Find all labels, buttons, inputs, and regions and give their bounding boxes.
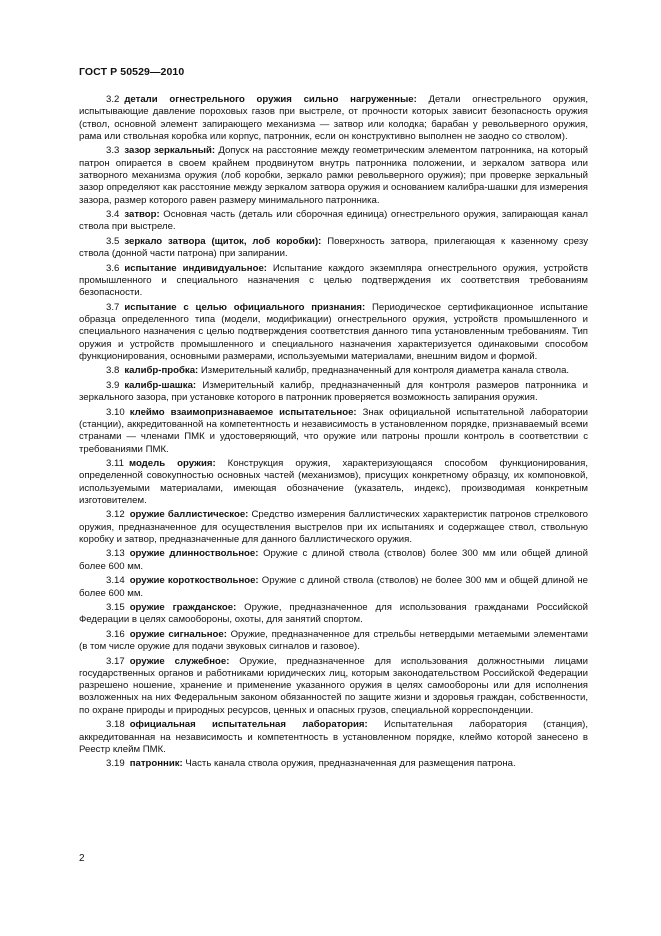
definition-paragraph [79, 236, 588, 261]
definition-paragraph [79, 263, 588, 300]
defined-term: официальная испытательная лаборатория: [129, 719, 368, 731]
defined-term: патронник: [129, 758, 183, 770]
clause-number: 3.6 [106, 262, 120, 274]
definition-paragraph [79, 548, 588, 573]
definition-text: Конструкция оружия, характеризующаяся способом функционирования, определенной совокупностью основных частей (механизмов), присущих конкретному образцу, их компоновкой, используемыми материалами, имеющая обозначение (указатель, индекс), производимая конкретным изготовителем. [79, 458, 588, 506]
defined-term: испытание с целью официального признания: [124, 301, 366, 313]
definition-text: Детали огнестрельного оружия, испытывающие давление пороховых газов при выстреле, от прочности которых зависит безопасность оружия (ствол, основной элемент запирающего механизма — затвор или колодка; барабан у револьверного оружия, рама или ствольная коробка или корпус, патронник, если он конструктивно выполнен не заодно со стволом). [79, 94, 588, 142]
definition-text: Часть канала ствола оружия, предназначенная для размещения патрона. [182, 758, 516, 770]
clause-number: 3.4 [106, 209, 120, 221]
definitions-list [79, 94, 588, 773]
defined-term: затвор: [124, 209, 160, 221]
clause-number: 3.7 [106, 301, 120, 313]
definition-paragraph [79, 380, 588, 405]
definition-paragraph [79, 509, 588, 546]
definition-text: Измерительный калибр, предназначенный для контроля размеров патронника и зеркального зазора, при установке которого в патронник проверяется возможность запирания оружия. [79, 379, 588, 404]
defined-term: оружие короткоствольное: [129, 575, 259, 587]
definition-text: Оружие с длиной ствола (стволов) не более 300 мм и общей длиной не более 600 мм. [79, 575, 589, 599]
defined-term: оружие длинноствольное: [129, 548, 259, 560]
definition-paragraph [79, 656, 588, 717]
clause-number: 3.19 [106, 758, 125, 770]
definition-text: Знак официальной испытательной лаборатории (станции), аккредитованной на компетентность и независимость в установленном порядке, признаваемый всеми странами — членами ПМК и удостоверяющий, что оружие или патроны прошли контроль в соответствии с требованиями ПМК. [79, 406, 588, 455]
standard-header: ГОСТ Р 50529—2010 [79, 66, 185, 78]
defined-term: зеркало затвора (щиток, лоб коробки): [124, 235, 322, 247]
defined-term: клеймо взаимопризнаваемое испытательное: [129, 406, 357, 418]
definition-paragraph [79, 407, 588, 456]
definition-text: Оружие с длиной ствола (стволов) более 300 мм или общей длиной более 600 мм. [79, 548, 588, 572]
clause-number: 3.5 [106, 235, 120, 247]
definition-text: Допуск на расстояние между геометрическим элементом патронника, на который патрон опирается в своем крайнем продвинутом внутрь патронника положении, и зеркалом затвора или затворного механизма оружия (лоб коробки, зеркало рамки револьверного оружия); при проверке зеркальный зазор определяют как расстояние между зеркалом затвора оружия и основанием калибра-шашки для измерения зазора, размер которого равен размеру минимального патронника. [79, 145, 588, 206]
definition-paragraph [79, 575, 588, 600]
clause-number: 3.15 [106, 602, 125, 614]
definition-text: Оружие, предназначенное для использования гражданами Российской Федерации в целях самообороны, охоты, для занятий спортом. [79, 602, 588, 626]
defined-term: калибр-пробка: [124, 365, 199, 377]
defined-term: оружие сигнальное: [129, 628, 227, 640]
clause-number: 3.14 [106, 575, 125, 587]
clause-number: 3.17 [106, 655, 125, 667]
definition-paragraph [79, 758, 588, 770]
definition-text: Испытание каждого экземпляра огнестрельного оружия, устройств промышленного и специального назначения с целью подтверждения их соответствия требованиям безопасности. [79, 262, 588, 299]
defined-term: испытание индивидуальное: [124, 262, 267, 274]
definition-text: Основная часть (деталь или сборочная единица) огнестрельного оружия, запирающая канал ствола при выстреле. [79, 209, 588, 233]
clause-number: 3.12 [106, 509, 125, 521]
definition-text: Измерительный калибр, предназначенный для контроля диаметра канала ствола. [198, 365, 570, 377]
clause-number: 3.11 [106, 458, 124, 469]
clause-number: 3.8 [106, 365, 120, 377]
definition-text: Оружие, предназначенное для стрельбы нетвердыми метаемыми элементами (в том числе оружие для подачи звуковых сигналов и газовое). [79, 628, 588, 653]
defined-term: оружие баллистическое: [129, 509, 249, 521]
definition-text: Испытательная лаборатория (станция), аккредитованная на независимость и компетентность в установленном порядке, клеймо которой занесено в Реестр клейм ПМК. [79, 719, 588, 755]
clause-number: 3.3 [106, 145, 120, 157]
definition-paragraph [79, 94, 588, 143]
definition-text: Средство измерения баллистических характеристик патронов стрелкового оружия, предназначенное для осуществления выстрелов при их испытаниях и содержащее ствол, ствольную коробку и затвор, предназначенные для данного баллистического оружия. [79, 509, 588, 545]
definition-paragraph [79, 209, 588, 234]
definition-text: Оружие, предназначенное для использования должностными лицами государственных органов и работниками юридических лиц, которым законодательством Российской Федерации разрешено ношение, хранение и применение указанного оружия в целях самообороны или для исполнения возложенных на них Федеральным законом обязанностей по защите жизни и здоровья граждан, собственности, по охране природы и природных ресурсов, ценных и опасных грузов, специальной корреспонденции. [79, 655, 588, 716]
definition-paragraph [79, 302, 588, 363]
definition-paragraph [79, 145, 588, 206]
clause-number: 3.16 [106, 628, 125, 640]
definition-text: Поверхность затвора, прилегающая к казенному срезу ствола (донной части патрона) при запирании. [79, 235, 588, 260]
clause-number: 3.9 [106, 379, 120, 391]
definition-paragraph [79, 365, 588, 377]
clause-number: 3.10 [106, 406, 125, 418]
clause-number: 3.13 [106, 548, 125, 560]
definition-text: Периодическое сертификационное испытание образца определенного типа (модели, модификации) огнестрельного оружия, устройств промышленного и специального назначения с целью подтверждения соответствия данного типа установленным требованиям. Тип оружия и устройств промышленного и специального назначения характеризуется одинаковыми способом функционирования, основными размерами, используемыми материалами, внешним видом и формой. [79, 301, 589, 362]
definition-paragraph [79, 629, 588, 654]
clause-number: 3.2 [106, 94, 120, 105]
definition-paragraph [79, 602, 588, 627]
definition-paragraph [79, 458, 588, 507]
defined-term: детали огнестрельного оружия сильно нагруженные: [124, 94, 417, 105]
defined-term: зазор зеркальный: [124, 145, 216, 157]
clause-number: 3.18 [106, 719, 125, 731]
defined-term: оружие гражданское: [129, 602, 237, 614]
defined-term: модель оружия: [128, 458, 216, 469]
defined-term: калибр-шашка: [124, 379, 197, 391]
defined-term: оружие служебное: [129, 655, 230, 667]
page-number: 2 [79, 853, 85, 864]
definition-paragraph [79, 719, 588, 756]
